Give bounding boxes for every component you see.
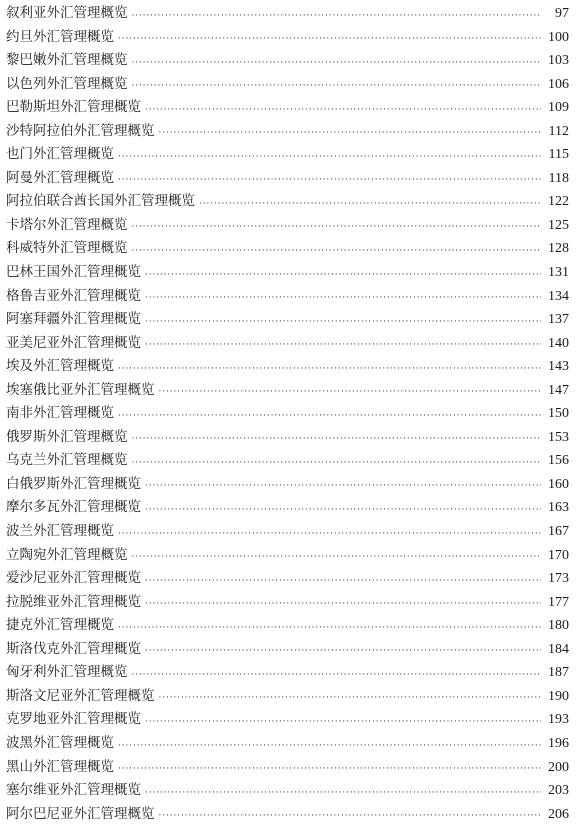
toc-leader-dots [132, 426, 542, 450]
toc-entry-title: 爱沙尼亚外汇管理概览 [6, 570, 141, 587]
toc-leader-dots [132, 237, 542, 261]
toc-entry-page: 190 [548, 688, 569, 704]
toc-entry-title: 埃塞俄比亚外汇管理概览 [6, 381, 155, 398]
toc-entry-page: 167 [548, 524, 569, 540]
toc-entry-page: 106 [548, 76, 569, 92]
toc-entry[interactable] [6, 96, 569, 120]
toc-entry[interactable] [6, 332, 569, 356]
toc-entry-page: 100 [548, 29, 569, 45]
toc-leader-dots [118, 355, 541, 379]
toc-entry-title: 阿塞拜疆外汇管理概览 [6, 311, 141, 328]
toc-entry-title: 亚美尼亚外汇管理概览 [6, 334, 141, 351]
toc-entry-title: 沙特阿拉伯外汇管理概览 [6, 122, 155, 139]
toc-leader-dots [145, 708, 541, 732]
toc-leader-dots [145, 496, 541, 520]
toc-entry-page: 170 [548, 547, 569, 563]
toc-entry[interactable] [6, 591, 569, 615]
toc-entry-title: 克罗地亚外汇管理概览 [6, 711, 141, 728]
toc-entry-title: 波兰外汇管理概览 [6, 523, 114, 540]
toc-entry-page: 153 [548, 429, 569, 445]
toc-entry-page: 187 [548, 665, 569, 681]
toc-leader-dots [145, 567, 541, 591]
toc-entry-title: 也门外汇管理概览 [6, 146, 114, 163]
toc-entry-page: 97 [555, 6, 569, 21]
toc-leader-dots [132, 449, 542, 473]
toc-leader-dots [132, 73, 542, 97]
toc-entry-page: 184 [548, 641, 569, 657]
toc-entry-page: 131 [548, 265, 569, 281]
toc-entry[interactable] [6, 473, 569, 497]
toc-entry-title: 白俄罗斯外汇管理概览 [6, 475, 141, 492]
toc-leader-dots [118, 732, 541, 756]
toc-entry-page: 143 [548, 359, 569, 375]
toc-leader-dots [145, 473, 541, 497]
toc-leader-dots [132, 214, 542, 238]
toc-entry[interactable] [6, 614, 569, 638]
toc-leader-dots [132, 544, 542, 568]
toc-entry-page: 200 [548, 759, 569, 775]
toc-leader-dots [145, 261, 541, 285]
toc-entry-title: 阿曼外汇管理概览 [6, 169, 114, 186]
toc-entry-title: 埃及外汇管理概览 [6, 358, 114, 375]
toc-entry[interactable] [6, 26, 569, 50]
toc-entry[interactable] [6, 449, 569, 473]
toc-entry[interactable] [6, 285, 569, 309]
toc-entry-page: 193 [548, 712, 569, 728]
toc-entry-page: 125 [548, 217, 569, 233]
toc-entry-title: 巴勒斯坦外汇管理概览 [6, 99, 141, 116]
toc-leader-dots [118, 520, 541, 544]
toc-entry-page: 206 [548, 806, 569, 822]
toc-entry[interactable] [6, 756, 569, 780]
toc-entry-title: 黎巴嫩外汇管理概览 [6, 52, 128, 69]
toc-leader-dots [132, 49, 542, 73]
toc-leader-dots [145, 591, 541, 615]
toc-entry-title: 黑山外汇管理概览 [6, 758, 114, 775]
toc-entry-page: 177 [548, 594, 569, 610]
toc-leader-dots [118, 26, 541, 50]
toc-entry[interactable] [6, 567, 569, 591]
toc-entry[interactable] [6, 779, 569, 803]
toc-entry[interactable] [6, 544, 569, 568]
toc-entry[interactable] [6, 143, 569, 167]
toc-leader-dots [159, 379, 542, 403]
toc-leader-dots [118, 756, 541, 780]
toc-entry[interactable] [6, 638, 569, 662]
toc-leader-dots [132, 2, 542, 26]
toc-entry-page: 140 [548, 335, 569, 351]
toc-entry-page: 173 [548, 571, 569, 587]
toc-leader-dots [145, 285, 541, 309]
toc-entry-title: 立陶宛外汇管理概览 [6, 546, 128, 563]
toc-entry-title: 叙利亚外汇管理概览 [6, 5, 128, 21]
toc-entry[interactable] [6, 379, 569, 403]
toc-entry-page: 163 [548, 500, 569, 516]
toc-entry-page: 156 [548, 453, 569, 469]
toc-entry-title: 斯洛文尼亚外汇管理概览 [6, 687, 155, 704]
toc-entry-title: 巴林王国外汇管理概览 [6, 264, 141, 281]
toc-entry-page: 115 [548, 147, 569, 163]
toc-entry-page: 118 [548, 170, 569, 186]
toc-entry[interactable] [6, 2, 569, 26]
toc-leader-dots [118, 402, 541, 426]
toc-entry-title: 科威特外汇管理概览 [6, 240, 128, 257]
toc-leader-dots [159, 803, 542, 827]
toc-entry-page: 122 [548, 194, 569, 210]
toc-entry-title: 塞尔维亚外汇管理概览 [6, 782, 141, 799]
toc-entry-title: 南非外汇管理概览 [6, 405, 114, 422]
toc-entry[interactable] [6, 803, 569, 827]
toc-entry-page: 112 [548, 123, 569, 139]
toc-leader-dots [145, 308, 541, 332]
toc-entry-page: 137 [548, 312, 569, 328]
toc-entry[interactable] [6, 49, 569, 73]
toc-entry-title: 阿尔巴尼亚外汇管理概览 [6, 805, 155, 822]
toc-entry-title: 捷克外汇管理概览 [6, 617, 114, 634]
toc-entry-title: 卡塔尔外汇管理概览 [6, 216, 128, 233]
toc-entry[interactable] [6, 120, 569, 144]
toc-leader-dots [118, 167, 541, 191]
toc-leader-dots [159, 120, 542, 144]
toc-leader-dots [118, 143, 541, 167]
toc-entry[interactable] [6, 520, 569, 544]
toc-entry-page: 128 [548, 241, 569, 257]
toc-leader-dots [199, 190, 541, 214]
toc-entry[interactable] [6, 237, 569, 261]
toc-entry-page: 150 [548, 406, 569, 422]
toc-entry[interactable] [6, 732, 569, 756]
toc-entry-title: 拉脱维亚外汇管理概览 [6, 593, 141, 610]
toc-leader-dots [145, 638, 541, 662]
toc-entry-title: 匈牙利外汇管理概览 [6, 664, 128, 681]
toc-entry[interactable] [6, 685, 569, 709]
toc-entry-title: 俄罗斯外汇管理概览 [6, 428, 128, 445]
toc-entry-title: 约旦外汇管理概览 [6, 28, 114, 45]
toc-entry-title: 波黑外汇管理概览 [6, 734, 114, 751]
toc-leader-dots [159, 685, 542, 709]
toc-entry[interactable] [6, 308, 569, 332]
toc-entry[interactable] [6, 355, 569, 379]
toc-entry[interactable] [6, 214, 569, 238]
toc-leader-dots [145, 332, 541, 356]
toc-entry-title: 摩尔多瓦外汇管理概览 [6, 499, 141, 516]
toc-entry[interactable] [6, 167, 569, 191]
toc-entry-page: 180 [548, 618, 569, 634]
toc-entry-title: 以色列外汇管理概览 [6, 75, 128, 92]
toc-entry-page: 160 [548, 476, 569, 492]
toc-entry-page: 196 [548, 735, 569, 751]
toc-entry[interactable] [6, 261, 569, 285]
toc-entry-page: 147 [548, 382, 569, 398]
toc-entry[interactable] [6, 426, 569, 450]
toc-entry-page: 109 [548, 100, 569, 116]
toc-entry-title: 阿拉伯联合酋长国外汇管理概览 [6, 193, 195, 210]
toc-leader-dots [145, 779, 541, 803]
toc-leader-dots [145, 96, 541, 120]
toc-entry-title: 格鲁吉亚外汇管理概览 [6, 287, 141, 304]
toc-leader-dots [132, 661, 542, 685]
table-of-contents [6, 2, 569, 826]
toc-entry[interactable] [6, 661, 569, 685]
toc-entry[interactable] [6, 496, 569, 520]
toc-entry-title: 乌克兰外汇管理概览 [6, 452, 128, 469]
toc-entry[interactable] [6, 402, 569, 426]
toc-entry-title: 斯洛伐克外汇管理概览 [6, 640, 141, 657]
toc-entry[interactable] [6, 190, 569, 214]
toc-entry-page: 103 [548, 53, 569, 69]
toc-leader-dots [118, 614, 541, 638]
toc-entry[interactable] [6, 708, 569, 732]
toc-entry-page: 203 [548, 783, 569, 799]
toc-entry-page: 134 [548, 288, 569, 304]
toc-entry[interactable] [6, 73, 569, 97]
